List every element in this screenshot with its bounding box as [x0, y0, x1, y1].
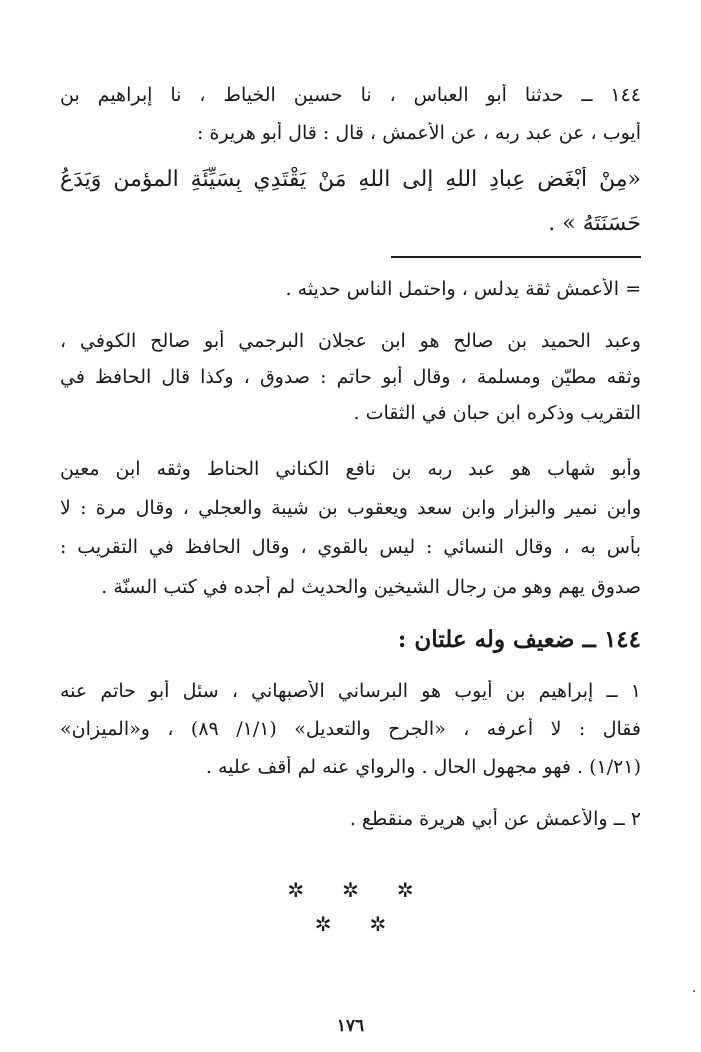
footnote-p1-line-2: وثقه مطيّن ومسلمة ، وقال أبو حاتم : صدوق ، وكذا قال الحافظ في	[60, 366, 641, 388]
hadith-matn-line-1: «مِنْ أَبْغَضِ عِبادِ اللهِ إلى اللهِ مَنْ يَقْتَدِي بِسَيِّئَةِ المؤمنِ وَيَدَعُ	[60, 167, 641, 192]
footnote-p1-line-3: التقريب وذكره ابن حبان في الثقات .	[353, 402, 641, 424]
footnote-p2-line-1: وأبو شهاب هو عبد ربه بن نافع الكناني الحناط وثقه ابن معين	[60, 458, 641, 480]
hadith-isnad-line-2: أيوب ، عن عبد ربه ، عن الأعمش ، قال : قال أبو هريرة :	[197, 122, 641, 144]
footnote-p2-line-4: صدوق يهم وهو من رجال الشيخين والحديث لم أجده في كتب السنّة .	[101, 576, 641, 598]
grading-item-1-line-1: ١ ــ إبراهيم بن أيوب هو البرساني الأصبهاني ، سئل أبو حاتم عنه	[60, 680, 641, 702]
page-number: ١٧٦	[336, 1016, 365, 1036]
scan-speck	[693, 990, 695, 992]
footnote-separator	[391, 256, 641, 258]
grading-item-2: ٢ ــ والأعمش عن أبي هريرة منقطع .	[349, 808, 641, 830]
grading-item-1-line-3: (١/٢١) . فهو مجهول الحال . والرواي عنه لم أقف عليه .	[205, 756, 641, 778]
footnote-p1-line-1: وعبد الحميد بن صالح هو ابن عجلان البرجمي أبو صالح الكوفي ،	[60, 330, 641, 352]
footnote-continuation: = الأعمش ثقة يدلس ، واحتمل الناس حديثه .	[285, 278, 641, 300]
hadith-isnad-line-1: ١٤٤ ــ حدثنا أبو العباس ، نا حسين الخياط ، نا إبراهيم بن	[60, 84, 641, 106]
asterism-row-2: ✲✲	[314, 912, 425, 936]
footnote-p2-line-2: وابن نمير والبزار وابن سعد ويعقوب بن شيبة والعجلي ، وقال مرة : لا	[60, 497, 641, 519]
asterism-row-1: ✲✲✲	[287, 878, 452, 902]
grading-item-1-line-2: فقال : لا أعرفه ، «الجرح والتعديل» (١/١/ ٨٩) ، و«الميزان»	[60, 718, 641, 740]
footnote-p2-line-3: بأس به ، وقال النسائي : ليس بالقوي ، وقال الحافظ في التقريب :	[60, 536, 641, 558]
hadith-matn-line-2: حَسَنَتَهُ » .	[548, 211, 641, 236]
grading-heading: ١٤٤ ــ ضعيف وله علتان :	[397, 626, 641, 653]
